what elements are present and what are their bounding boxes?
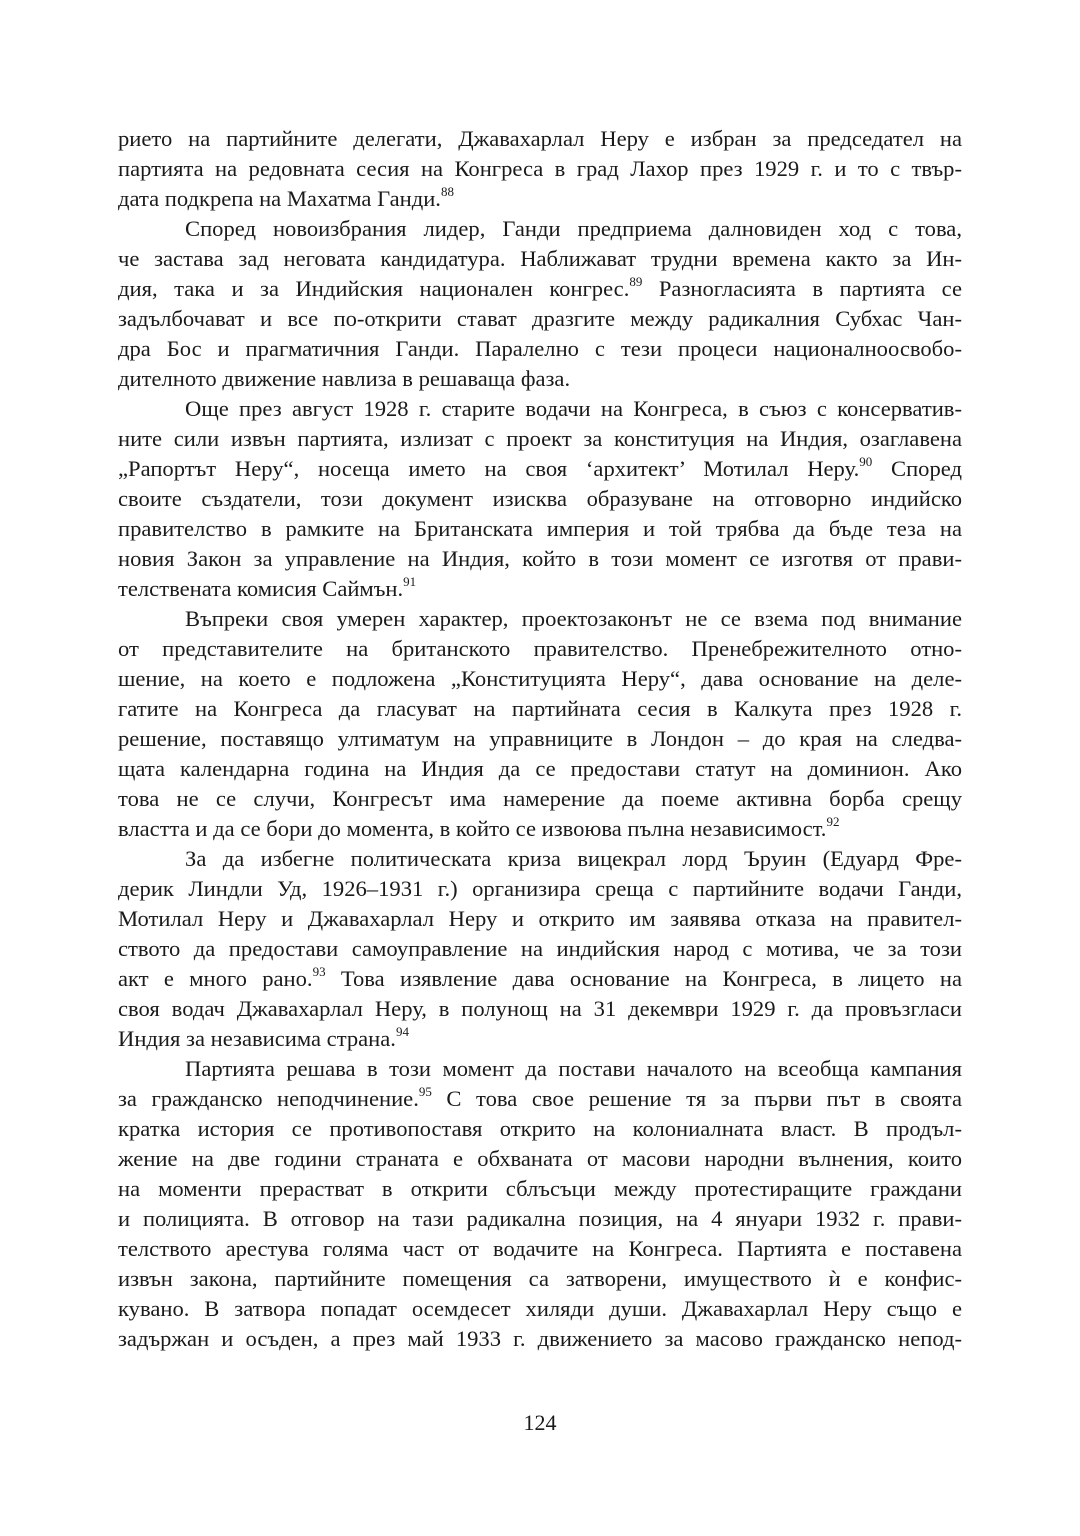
text-line [118,274,962,304]
page-body [118,124,962,1354]
text-line [118,574,962,604]
text-segment: че застава зад неговата кандидатура. Наближават трудни времена както за Ин- [118,246,962,271]
text-line [118,694,962,724]
text-segment: ството да предостави самоуправление на индийския народ с мотива, че за този [118,936,962,961]
text-line [118,874,962,904]
text-segment: от представителите на британското правителство. Пренебрежителното отно- [118,636,962,661]
text-segment: ните сили извън партията, излизат с проект за конституция на Индия, озаглавена [118,426,962,451]
paragraph [118,1054,962,1354]
text-segment: За да избегне политическата криза вицекрал лорд Ъруин (Едуард Фре- [185,846,962,871]
text-segment: новия Закон за управление на Индия, който в този момент се изготвя от прави- [118,546,962,571]
paragraph [118,214,962,394]
footnote-marker: 89 [629,274,643,290]
text-segment: задълбочават и все по-открити стават дразгите между радикалния Субхас Чан- [118,306,962,331]
paragraph [118,124,962,214]
text-segment: гатите на Конгреса да гласуват на партийната сесия в Калкута през 1928 г. [118,696,962,721]
text-segment: дра Бос и прагматичния Ганди. Паралелно с тези процеси националноосвобо- [118,336,962,361]
text-line [118,454,962,484]
text-line [118,724,962,754]
footnote-marker: 92 [826,814,840,830]
text-line [118,154,962,184]
text-segment: и полицията. В отговор на тази радикална позиция, на 4 януари 1932 г. прави- [118,1206,962,1231]
text-segment: С това свое решение тя за първи път в своята [431,1086,962,1111]
text-line [118,364,962,394]
text-segment: Разногласията в партията се [642,276,962,301]
text-line [118,1174,962,1204]
text-segment: за гражданско неподчинение. [118,1086,419,1111]
text-line [118,784,962,814]
text-segment: Още през август 1928 г. старите водачи на Конгреса, в съюз с консерватив- [185,396,962,421]
text-segment: рието на партийните делегати, Джавахарлал Неру е избран за председател на [118,126,962,151]
text-line [118,1144,962,1174]
text-segment: Мотилал Неру и Джавахарлал Неру и открито им заявява отказа на правител- [118,906,962,931]
text-segment: Това изявление дава основание на Конгреса, в лицето на [325,966,962,991]
text-segment: дерик Линдли Уд, 1926–1931 г.) организира среща с партийните водачи Ганди, [118,876,962,901]
text-line [118,934,962,964]
text-line [118,334,962,364]
text-segment: жение на две години страната е обхваната от масови народни вълнения, които [118,1146,962,1171]
text-line [118,994,962,1024]
text-segment: своя водач Джавахарлал Неру, в полунощ на 31 декември 1929 г. да провъзгласи [118,996,962,1021]
text-segment: кратка история се противопоставя открито на колониалната власт. В продъл- [118,1116,962,1141]
text-line [118,514,962,544]
text-segment: телството арестува голяма част от водачите на Конгреса. Партията е поставена [118,1236,962,1261]
footnote-marker: 93 [312,964,326,980]
text-segment: Според [872,456,962,481]
text-line [118,1024,962,1054]
footnote-marker: 91 [403,574,417,590]
text-line [118,754,962,784]
text-segment: това не се случи, Конгресът има намерение да поеме активна борба срещу [118,786,962,811]
text-line [118,1114,962,1144]
paragraph [118,604,962,844]
text-line [118,184,962,214]
text-line [118,604,962,634]
text-line [118,664,962,694]
text-line [118,424,962,454]
text-line [118,244,962,274]
page-number: 124 [523,1410,557,1435]
text-segment: правителство в рамките на Британската империя и той трябва да бъде теза на [118,516,962,541]
text-segment: властта и да се бори до момента, в който се извоюва пълна независимост. [118,816,827,841]
text-segment: Партията решава в този момент да постави началото на всеобща кампания [185,1056,962,1081]
text-segment: Индия за независима страна. [118,1026,396,1051]
paragraph [118,844,962,1054]
text-line [118,124,962,154]
text-line [118,1264,962,1294]
paragraph [118,394,962,604]
text-line [118,214,962,244]
text-segment: щата календарна година на Индия да се предостави статут на доминион. Ако [118,756,962,781]
text-line [118,1234,962,1264]
text-line [118,1204,962,1234]
text-segment: Въпреки своя умерен характер, проектозаконът не се взема под внимание [185,606,962,631]
text-segment: дата подкрепа на Махатма Ганди. [118,186,441,211]
text-line [118,304,962,334]
text-segment: Според новоизбрания лидер, Ганди предприема далновиден ход с това, [185,216,962,241]
text-segment: задържан и осъден, а през май 1933 г. движението за масово гражданско непод- [118,1326,962,1351]
text-segment: своите създатели, този документ изисква образуване на отговорно индийско [118,486,962,511]
text-segment: акт е много рано. [118,966,313,991]
text-line [118,1054,962,1084]
footnote-marker: 94 [395,1024,409,1040]
text-segment: дителното движение навлиза в решаваща фаза. [118,366,571,391]
footnote-marker: 95 [418,1084,432,1100]
text-segment: решение, поставящо ултиматум на управниците в Лондон – до края на следва- [118,726,962,751]
text-line [118,964,962,994]
text-line [118,814,962,844]
text-segment: кувано. В затвора попадат осемдесет хиляди души. Джавахарлал Неру също е [118,1296,962,1321]
text-segment: шение, на което е подложена „Конституцията Неру“, дава основание на деле- [118,666,962,691]
text-line [118,1294,962,1324]
footnote-marker: 88 [440,184,454,200]
text-segment: на моменти прерастват в открити сблъсъци между протестиращите граждани [118,1176,962,1201]
text-line [118,484,962,514]
text-line [118,904,962,934]
text-segment: партията на редовната сесия на Конгреса в град Лахор през 1929 г. и то с твър- [118,156,962,181]
footnote-marker: 90 [859,454,873,470]
text-segment: „Рапортът Неру“, носеща името на своя ‘архитект’ Мотилал Неру. [118,456,860,481]
text-line [118,844,962,874]
text-line [118,544,962,574]
text-segment: дия, така и за Индийския национален конгрес. [118,276,630,301]
text-line [118,1324,962,1354]
text-line [118,1084,962,1114]
text-segment: извън закона, партийните помещения са затворени, имуществото ѝ е конфис- [118,1266,962,1291]
text-segment: телствената комисия Саймън. [118,576,404,601]
text-line [118,394,962,424]
text-line [118,634,962,664]
